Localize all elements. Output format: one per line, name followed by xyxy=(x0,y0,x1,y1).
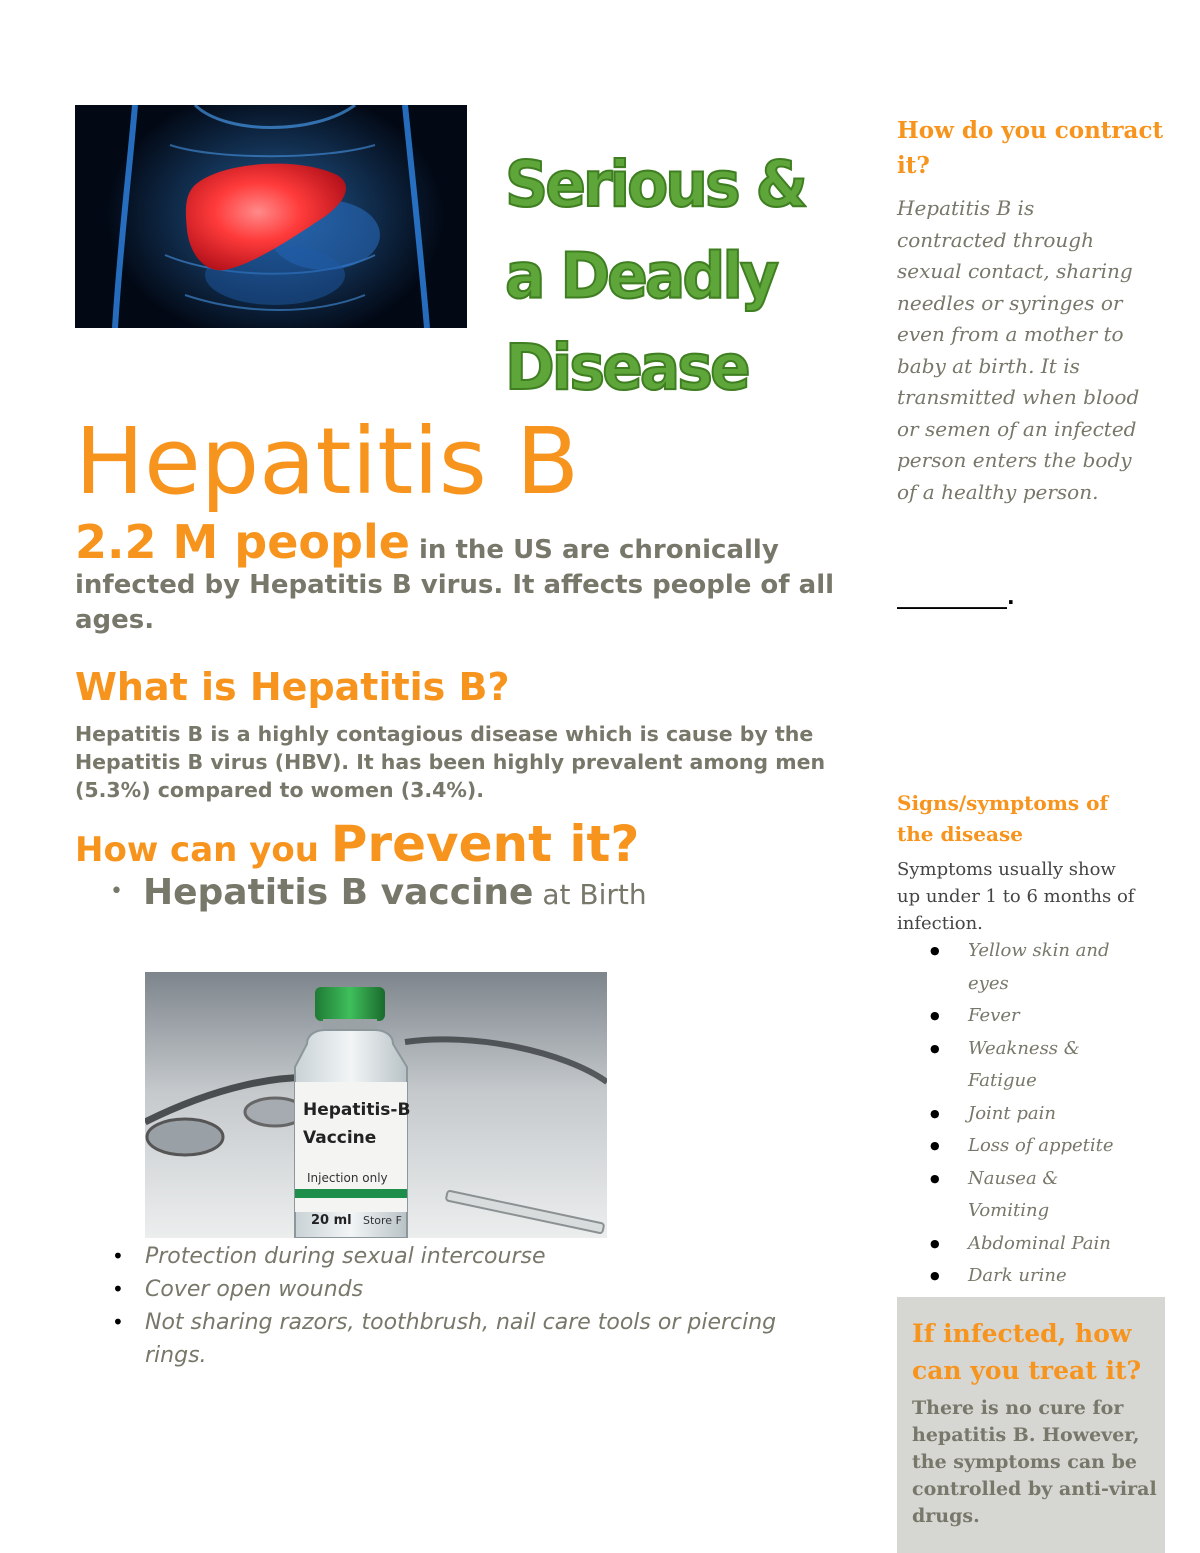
tagline: Serious & a Deadly Disease xyxy=(505,148,805,405)
vial-label-line5: Store F xyxy=(363,1214,402,1227)
divider: ___________. xyxy=(897,585,1015,609)
list-item: • Cover open wounds xyxy=(110,1273,840,1306)
contract-body: Hepatitis B is contracted through sexual contact, sharing needles or syringes or even from a mother to baby at birth. It is transmitted when blood or semen of an infected person enters the body of a healthy person. xyxy=(897,196,1140,504)
list-item: ● Joint pain xyxy=(930,1098,1140,1131)
vaccine-list-item xyxy=(110,872,647,913)
list-item: ● Dark urine xyxy=(930,1260,1140,1293)
contract-heading: How do you contract it? xyxy=(897,117,1164,179)
vaccine-vial-image xyxy=(145,972,607,1238)
treatment-body: There is no cure for hepatitis B. However, the symptoms can be controlled by anti-viral drugs. xyxy=(912,1397,1157,1527)
list-item: ● Nausea & Vomiting xyxy=(930,1163,1140,1228)
treatment-heading: If infected, how can you treat it? xyxy=(912,1319,1142,1385)
vial-label-line2: Vaccine xyxy=(303,1128,377,1148)
list-item: • Protection during sexual intercourse xyxy=(110,1240,840,1273)
vaccine-rest: at Birth xyxy=(533,878,647,911)
signs-intro: Symptoms usually show up under 1 to 6 months of infection. xyxy=(897,859,1135,934)
list-item: • Not sharing razors, toothbrush, nail care tools or piercing rings. xyxy=(110,1306,840,1372)
vaccine-bold: Hepatitis B vaccine xyxy=(142,872,534,913)
list-item: ● Fever xyxy=(930,1000,1140,1033)
vial-label-line1: Hepatitis-B xyxy=(303,1100,411,1120)
list-item: ● Weakness & Fatigue xyxy=(930,1033,1140,1098)
list-item: ● Abdominal Pain xyxy=(930,1228,1140,1261)
prevent-heading xyxy=(75,815,639,873)
liver-anatomy-image xyxy=(75,105,467,328)
statistic-highlight: 2.2 M people xyxy=(75,515,410,569)
page-title: Hepatitis B xyxy=(75,408,580,515)
list-item: ● Yellow skin and eyes xyxy=(930,935,1140,1000)
symptom-list xyxy=(930,935,1140,1293)
bullet-icon: • xyxy=(110,879,123,904)
prevent-heading-small: How can you xyxy=(75,830,331,870)
signs-heading: Signs/symptoms of the disease xyxy=(897,791,1109,846)
list-item: ● Loss of appetite xyxy=(930,1130,1140,1163)
what-is-body: Hepatitis B is a highly contagious disease which is cause by the Hepatitis B virus (HBV). It has been highly prevalent among men (5.3%) compared to women (3.4%). xyxy=(75,722,826,802)
statistic-text: in the US are chronically infected by Hepatitis B virus. It affects people of all ages. xyxy=(75,535,835,635)
statistic-paragraph xyxy=(75,515,865,638)
vial-label-line4: 20 ml xyxy=(311,1213,352,1228)
what-is-heading: What is Hepatitis B? xyxy=(75,665,510,709)
prevention-list xyxy=(110,1240,840,1372)
vial-label-line3: Injection only xyxy=(307,1171,388,1185)
prevent-heading-large: Prevent it? xyxy=(330,815,640,873)
